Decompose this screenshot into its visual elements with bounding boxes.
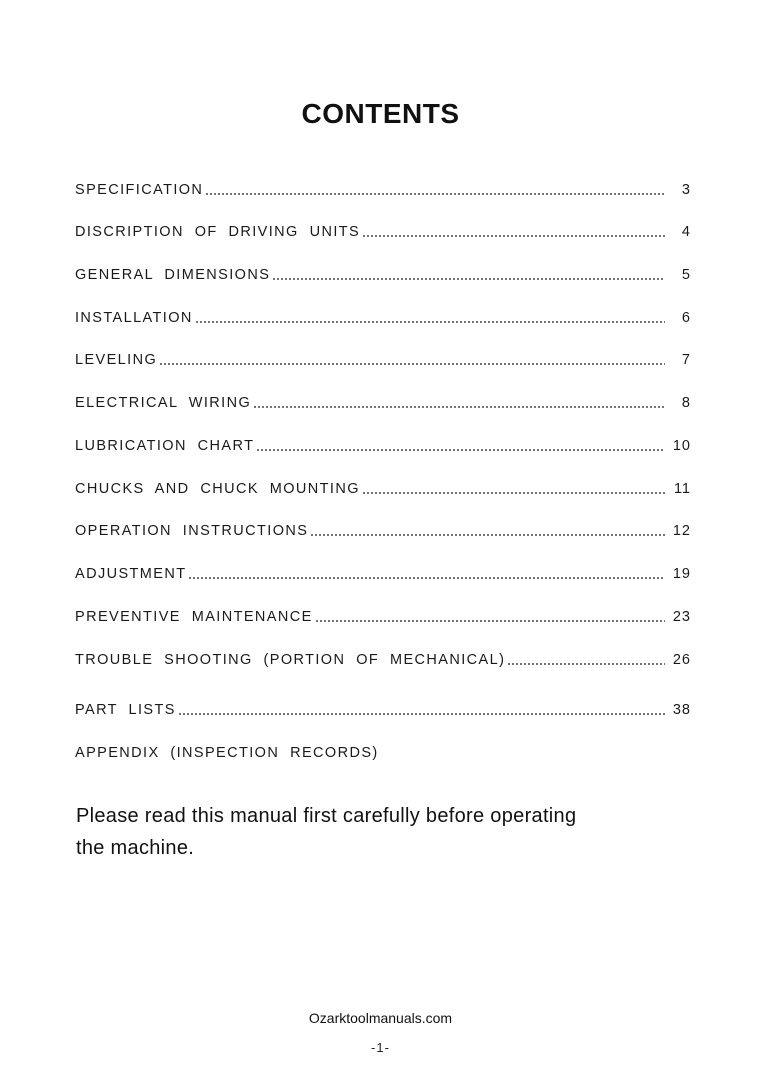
toc-entry-label: PREVENTIVE MAINTENANCE [75, 609, 313, 625]
toc-entry [75, 389, 691, 413]
toc-dot-leader [272, 278, 665, 280]
toc-entry [75, 176, 691, 200]
toc-entry [75, 603, 691, 627]
toc-entry-page: 19 [672, 566, 691, 582]
toc-entry-page: 23 [672, 609, 691, 625]
toc-entry [75, 560, 691, 584]
toc-entry-label: APPENDIX (INSPECTION RECORDS) [75, 745, 379, 761]
toc-entry [75, 304, 691, 328]
toc-entry-page: 26 [672, 652, 691, 668]
toc-dot-leader [315, 620, 665, 622]
page-number: -1- [371, 1040, 390, 1055]
toc-entry [75, 432, 691, 456]
toc-entry-label: ELECTRICAL WIRING [75, 395, 252, 411]
toc-entry-page: 38 [672, 702, 691, 718]
toc-entry-label: TROUBLE SHOOTING (PORTION OF MECHANICAL) [75, 652, 506, 668]
toc-dot-leader [256, 449, 665, 451]
toc-entry [75, 261, 691, 285]
page-title: CONTENTS [301, 98, 460, 129]
toc-entry-page: 4 [681, 224, 691, 240]
reading-note-line: Please read this manual first carefully before operating [76, 805, 577, 827]
toc-entry-label: CHUCKS AND CHUCK MOUNTING [75, 481, 360, 497]
toc-dot-leader [188, 577, 665, 579]
toc-dot-leader [159, 363, 665, 365]
toc-dot-leader [253, 406, 665, 408]
toc-entry-page: 11 [673, 481, 691, 497]
toc-entry-label: DISCRIPTION OF DRIVING UNITS [75, 224, 361, 240]
toc-dot-leader [362, 235, 665, 237]
toc-entry-page: 6 [681, 310, 691, 326]
toc-entry [75, 475, 691, 499]
toc-entry-label: SPECIFICATION [75, 182, 204, 198]
toc-dot-leader [507, 663, 665, 665]
toc-dot-leader [310, 534, 665, 536]
toc-entry [75, 346, 691, 370]
toc-entry-page: 12 [672, 523, 691, 539]
toc-entry-label: PART LISTS [75, 702, 176, 718]
toc-entry-label: GENERAL DIMENSIONS [75, 267, 271, 283]
toc-dot-leader [195, 321, 665, 323]
toc-entry-label: LEVELING [75, 352, 158, 368]
toc-entry [75, 218, 691, 242]
toc-entry-label: INSTALLATION [75, 310, 193, 326]
toc-entry-page: 10 [672, 438, 691, 454]
toc-entry-label: ADJUSTMENT [75, 566, 187, 582]
toc-entry [75, 517, 691, 541]
toc-entry-page: 7 [681, 352, 691, 368]
toc-entry-label: OPERATION INSTRUCTIONS [75, 523, 309, 539]
toc-entry [75, 646, 691, 670]
toc-dot-leader [362, 492, 665, 494]
reading-note-line: the machine. [76, 837, 195, 859]
toc-entry-appendix [75, 739, 691, 763]
toc-dot-leader [205, 193, 665, 195]
toc-entry-page: 3 [681, 182, 691, 198]
toc-entry-page: 5 [681, 267, 691, 283]
website-footer: Ozarktoolmanuals.com [308, 1010, 453, 1026]
toc-entry-label: LUBRICATION CHART [75, 438, 255, 454]
reading-note [76, 800, 636, 864]
toc-entry [75, 696, 691, 720]
toc-entry-page: 8 [681, 395, 691, 411]
toc-dot-leader [178, 713, 665, 715]
